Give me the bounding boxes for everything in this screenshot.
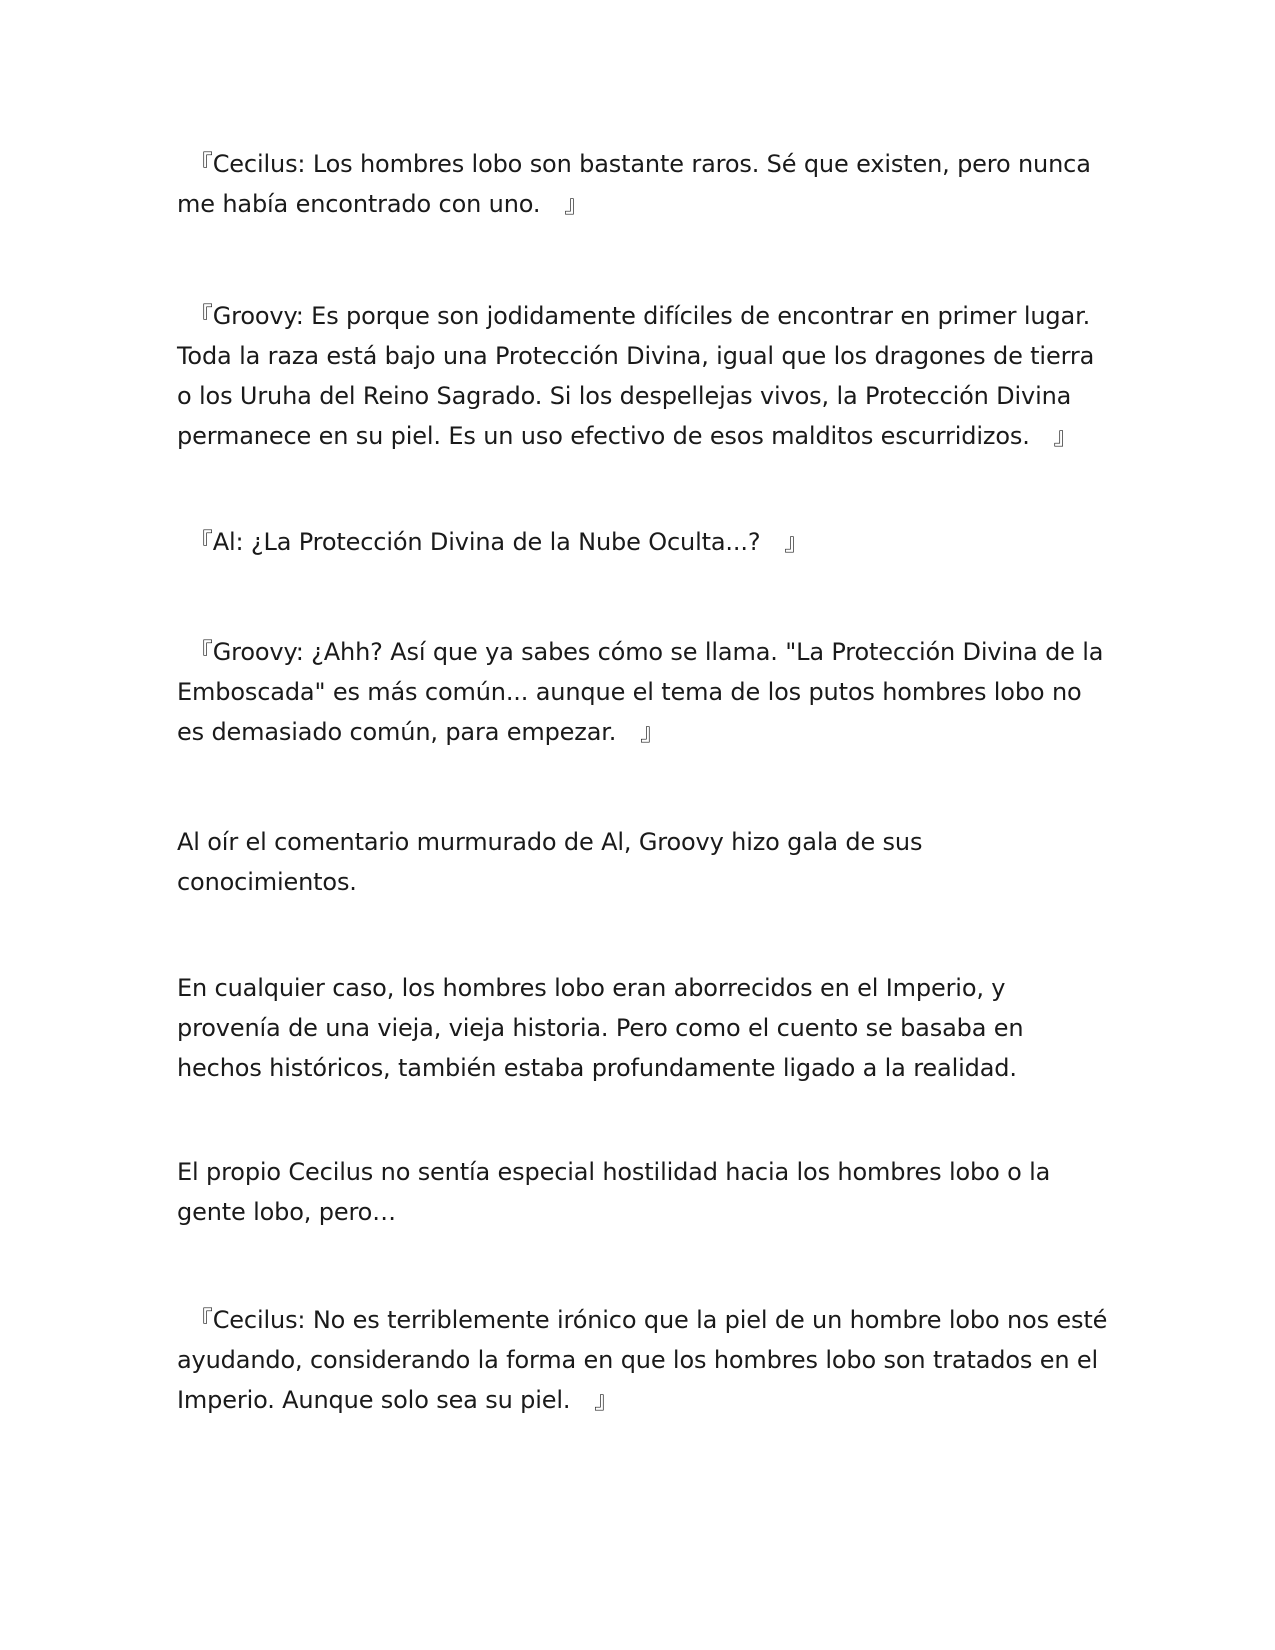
narration-paragraph-2 xyxy=(177,968,1112,1088)
text-line: El propio Cecilus no sentía especial hostilidad hacia los hombres lobo o la xyxy=(177,1158,1051,1186)
text-line: Imperio. Aunque solo sea su piel. 』 xyxy=(177,1386,619,1414)
dialogue-paragraph-al xyxy=(177,522,1112,562)
text-line: Emboscada" es más común... aunque el tema de los putos hombres lobo no xyxy=(177,678,1082,706)
text-line: Al oír el comentario murmurado de Al, Groovy hizo gala de sus xyxy=(177,828,923,856)
text-line: me había encontrado con uno. 』 xyxy=(177,190,589,218)
dialogue-paragraph-groovy-1 xyxy=(177,296,1112,456)
text-line: En cualquier caso, los hombres lobo eran aborrecidos en el Imperio, y xyxy=(177,974,1006,1002)
text-line: gente lobo, pero… xyxy=(177,1198,397,1226)
dialogue-paragraph-cecilus-1 xyxy=(177,144,1112,224)
text-line: permanece en su piel. Es un uso efectivo de esos malditos escurridizos. 』 xyxy=(177,422,1078,450)
dialogue-paragraph-groovy-2 xyxy=(177,632,1112,752)
text-line: ayudando, considerando la forma en que los hombres lobo son tratados en el xyxy=(177,1346,1099,1374)
narration-paragraph-1 xyxy=(177,822,1112,902)
narration-paragraph-3 xyxy=(177,1152,1112,1232)
text-line: conocimientos. xyxy=(177,868,357,896)
text-line: 『Al: ¿La Protección Divina de la Nube Oculta...? 』 xyxy=(177,528,809,556)
dialogue-paragraph-cecilus-2 xyxy=(177,1300,1112,1420)
text-line: o los Uruha del Reino Sagrado. Si los despellejas vivos, la Protección Divina xyxy=(177,382,1072,410)
text-line: 『Groovy: Es porque son jodidamente difíciles de encontrar en primer lugar. xyxy=(177,302,1091,330)
text-line: 『Groovy: ¿Ahh? Así que ya sabes cómo se llama. "La Protección Divina de la xyxy=(177,638,1104,666)
text-line: provenía de una vieja, vieja historia. Pero como el cuento se basaba en xyxy=(177,1014,1024,1042)
text-line: 『Cecilus: No es terriblemente irónico que la piel de un hombre lobo nos esté xyxy=(177,1306,1108,1334)
text-line: Toda la raza está bajo una Protección Divina, igual que los dragones de tierra xyxy=(177,342,1095,370)
text-line: hechos históricos, también estaba profundamente ligado a la realidad. xyxy=(177,1054,1017,1082)
text-line: es demasiado común, para empezar. 』 xyxy=(177,718,664,746)
text-line: 『Cecilus: Los hombres lobo son bastante raros. Sé que existen, pero nunca xyxy=(177,150,1091,178)
